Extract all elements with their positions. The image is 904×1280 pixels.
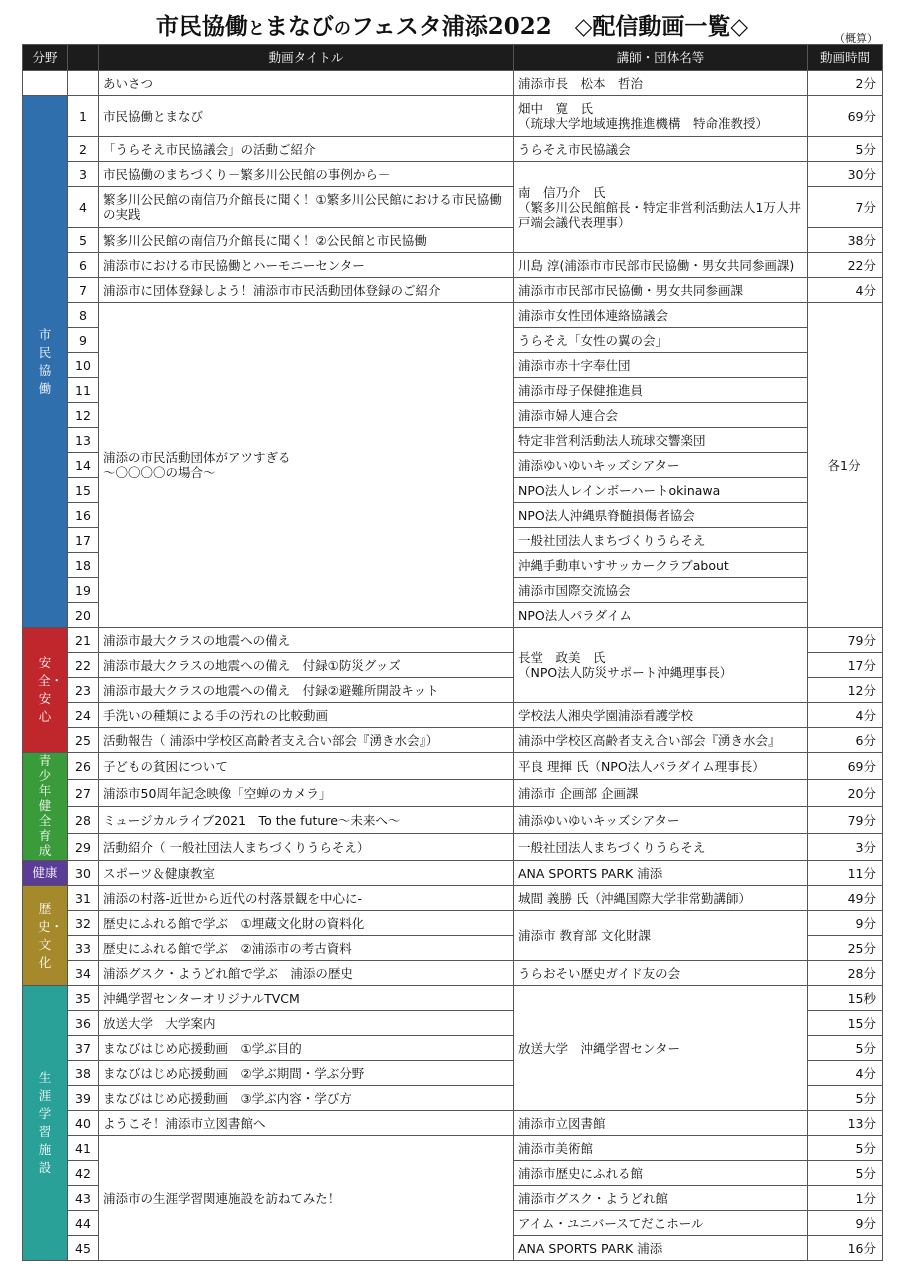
video-lecturer: 浦添ゆいゆいキッズシアター (514, 453, 808, 478)
video-no: 29 (68, 834, 99, 861)
video-title: 浦添市最大クラスの地震への備え (99, 628, 514, 653)
video-lecturer: 学校法人湘央学園浦添看護学校 (514, 703, 808, 728)
table-header-row (23, 45, 883, 71)
video-duration: 17分 (808, 653, 883, 678)
category-empty (23, 71, 68, 96)
video-no: 5 (68, 228, 99, 253)
table-row (23, 753, 883, 780)
video-lecturer: 沖縄手動車いすサッカークラブabout (514, 553, 808, 578)
video-no: 43 (68, 1186, 99, 1211)
video-title: あいさつ (99, 71, 514, 96)
video-lecturer: 浦添市市民部市民協働・男女共同参画課 (514, 278, 808, 303)
video-no: 23 (68, 678, 99, 703)
category-anzen: 安全・安心 (23, 628, 68, 753)
video-duration: 9分 (808, 1211, 883, 1236)
video-duration-group: 各1分 (808, 303, 883, 628)
video-title: 繁多川公民館の南信乃介館長に聞く！②公民館と市民協働 (99, 228, 514, 253)
table-row (23, 137, 883, 162)
video-duration: 15分 (808, 1011, 883, 1036)
video-title: ようこそ！浦添市立図書館へ (99, 1111, 514, 1136)
title-part-2: まなび (264, 13, 334, 40)
video-lecturer: アイム・ユニバースてだこホール (514, 1211, 808, 1236)
video-title: 活動紹介（ 一般社団法人まちづくりうらそえ） (99, 834, 514, 861)
video-title: 歴史にふれる館で学ぶ ①埋蔵文化財の資料化 (99, 911, 514, 936)
title-connector: と (247, 19, 265, 39)
video-no (68, 71, 99, 96)
video-lecturer: 川島 淳(浦添市市民部市民協働・男女共同参画課) (514, 253, 808, 278)
table-row (23, 96, 883, 137)
video-duration: 6分 (808, 728, 883, 753)
video-title: まなびはじめ応援動画 ①学ぶ目的 (99, 1036, 514, 1061)
video-list-table (22, 44, 883, 1261)
header-no (68, 45, 99, 71)
video-no: 18 (68, 553, 99, 578)
video-lecturer: 一般社団法人まちづくりうらそえ (514, 834, 808, 861)
video-no: 40 (68, 1111, 99, 1136)
video-duration: 38分 (808, 228, 883, 253)
category-seishonen: 青少年健全育成 (23, 753, 68, 861)
video-lecturer: 浦添市歴史にふれる館 (514, 1161, 808, 1186)
table-row (23, 834, 883, 861)
video-lecturer: うらそえ市民協議会 (514, 137, 808, 162)
video-no: 44 (68, 1211, 99, 1236)
video-duration: 4分 (808, 278, 883, 303)
estimate-note: （概算） (834, 32, 878, 45)
table-row (23, 628, 883, 653)
video-title: 子どもの貧困について (99, 753, 514, 780)
table-row (23, 703, 883, 728)
video-duration: 3分 (808, 834, 883, 861)
video-lecturer: 浦添市グスク・ようどれ館 (514, 1186, 808, 1211)
video-lecturer: うらそえ「女性の翼の会」 (514, 328, 808, 353)
video-title: 「うらそえ市民協議会」の活動ご紹介 (99, 137, 514, 162)
video-duration: 9分 (808, 911, 883, 936)
table-row (23, 1111, 883, 1136)
video-title: 浦添市最大クラスの地震への備え 付録②避難所開設キット (99, 678, 514, 703)
video-no: 34 (68, 961, 99, 986)
video-duration: 22分 (808, 253, 883, 278)
video-lecturer: NPO法人沖縄県脊髄損傷者協会 (514, 503, 808, 528)
video-duration: 2分 (808, 71, 883, 96)
video-title: 浦添市の生涯学習関連施設を訪ねてみた！ (99, 1136, 514, 1261)
header-title: 動画タイトル (99, 45, 514, 71)
video-title: まなびはじめ応援動画 ③学ぶ内容・学び方 (99, 1086, 514, 1111)
video-title: 浦添市における市民協働とハーモニーセンター (99, 253, 514, 278)
table-row (23, 986, 883, 1011)
video-no: 28 (68, 807, 99, 834)
video-duration: 12分 (808, 678, 883, 703)
video-duration: 28分 (808, 961, 883, 986)
video-lecturer: 浦添市立図書館 (514, 1111, 808, 1136)
video-lecturer: 浦添市女性団体連絡協議会 (514, 303, 808, 328)
video-lecturer-minami: 南 信乃介 氏 （繁多川公民館館長・特定非営利活動法人1万人井戸端会議代表理事） (514, 162, 808, 253)
video-lecturer-nagado: 長堂 政美 氏 （NPO法人防災サポート沖縄理事長） (514, 628, 808, 703)
video-duration: 5分 (808, 1161, 883, 1186)
video-no: 27 (68, 780, 99, 807)
page-title (0, 8, 904, 41)
video-no: 1 (68, 96, 99, 137)
video-no: 4 (68, 187, 99, 228)
table-row (23, 780, 883, 807)
video-no: 11 (68, 378, 99, 403)
video-title: 放送大学 大学案内 (99, 1011, 514, 1036)
video-duration: 5分 (808, 1086, 883, 1111)
table-row (23, 911, 883, 936)
video-title: 手洗いの種類による手の汚れの比較動画 (99, 703, 514, 728)
video-lecturer: 城間 義勝 氏（沖縄国際大学非常勤講師） (514, 886, 808, 911)
video-no: 22 (68, 653, 99, 678)
video-title: 浦添グスク・ようどれ館で学ぶ 浦添の歴史 (99, 961, 514, 986)
table-row (23, 278, 883, 303)
title-particle: の (333, 19, 351, 39)
video-no: 25 (68, 728, 99, 753)
video-lecturer: 浦添市長 松本 哲治 (514, 71, 808, 96)
header-duration: 動画時間 (808, 45, 883, 71)
video-no: 13 (68, 428, 99, 453)
video-duration: 5分 (808, 137, 883, 162)
video-no: 19 (68, 578, 99, 603)
video-title: スポーツ＆健康教室 (99, 861, 514, 886)
video-no: 3 (68, 162, 99, 187)
table-row (23, 303, 883, 328)
video-duration: 79分 (808, 807, 883, 834)
video-no: 20 (68, 603, 99, 628)
video-title: 市民協働のまちづくり－繁多川公民館の事例から－ (99, 162, 514, 187)
video-title: 繁多川公民館の南信乃介館長に聞く！①繁多川公民館における市民協働の実践 (99, 187, 514, 228)
table-row (23, 886, 883, 911)
video-no: 41 (68, 1136, 99, 1161)
video-no: 30 (68, 861, 99, 886)
video-no: 7 (68, 278, 99, 303)
video-lecturer: 浦添市美術館 (514, 1136, 808, 1161)
video-no: 24 (68, 703, 99, 728)
video-duration: 49分 (808, 886, 883, 911)
video-lecturer: 浦添市婦人連合会 (514, 403, 808, 428)
video-title: 浦添市最大クラスの地震への備え 付録①防災グッズ (99, 653, 514, 678)
video-lecturer: 放送大学 沖縄学習センター (514, 986, 808, 1111)
table-row (23, 1136, 883, 1161)
video-duration: 11分 (808, 861, 883, 886)
video-no: 12 (68, 403, 99, 428)
category-shimin: 市民協働 (23, 96, 68, 628)
video-no: 9 (68, 328, 99, 353)
video-no: 32 (68, 911, 99, 936)
table-row (23, 861, 883, 886)
table-row (23, 162, 883, 187)
video-lecturer: 浦添市母子保健推進員 (514, 378, 808, 403)
video-title: 浦添の村落-近世から近代の村落景観を中心に- (99, 886, 514, 911)
video-no: 14 (68, 453, 99, 478)
video-duration: 16分 (808, 1236, 883, 1261)
category-rekishi: 歴史・文化 (23, 886, 68, 986)
video-lecturer: 一般社団法人まちづくりうらそえ (514, 528, 808, 553)
video-duration: 5分 (808, 1036, 883, 1061)
video-title: 活動報告（ 浦添中学校区高齢者支え合い部会『湧き水会』） (99, 728, 514, 753)
video-duration: 79分 (808, 628, 883, 653)
video-lecturer: うらおそい歴史ガイド友の会 (514, 961, 808, 986)
video-lecturer: ANA SPORTS PARK 浦添 (514, 1236, 808, 1261)
video-duration: 1分 (808, 1186, 883, 1211)
video-duration: 69分 (808, 96, 883, 137)
table-row (23, 728, 883, 753)
video-no: 26 (68, 753, 99, 780)
table-row (23, 253, 883, 278)
video-title: 浦添市50周年記念映像「空蝉のカメラ」 (99, 780, 514, 807)
video-lecturer: 浦添市国際交流協会 (514, 578, 808, 603)
video-no: 31 (68, 886, 99, 911)
video-title: 沖縄学習センターオリジナルTVCM (99, 986, 514, 1011)
video-duration: 13分 (808, 1111, 883, 1136)
table-row (23, 71, 883, 96)
video-lecturer: ANA SPORTS PARK 浦添 (514, 861, 808, 886)
video-lecturer: 浦添市 教育部 文化財課 (514, 911, 808, 961)
video-duration: 25分 (808, 936, 883, 961)
header-category: 分野 (23, 45, 68, 71)
video-no: 37 (68, 1036, 99, 1061)
video-no: 33 (68, 936, 99, 961)
video-no: 39 (68, 1086, 99, 1111)
video-duration: 30分 (808, 162, 883, 187)
video-lecturer: NPO法人レインボーハートokinawa (514, 478, 808, 503)
video-no: 45 (68, 1236, 99, 1261)
video-title: 歴史にふれる館で学ぶ ②浦添市の考古資料 (99, 936, 514, 961)
video-lecturer: 浦添ゆいゆいキッズシアター (514, 807, 808, 834)
video-lecturer: NPO法人パラダイム (514, 603, 808, 628)
table-row (23, 807, 883, 834)
video-no: 8 (68, 303, 99, 328)
video-no: 10 (68, 353, 99, 378)
video-title-group: 浦添の市民活動団体がアツすぎる ～〇〇〇〇の場合～ (99, 303, 514, 628)
video-lecturer: 畑中 寛 氏 （琉球大学地域連携推進機構 特命准教授） (514, 96, 808, 137)
video-title: ミュージカルライブ2021 To the future～未来へ～ (99, 807, 514, 834)
video-no: 16 (68, 503, 99, 528)
video-duration: 69分 (808, 753, 883, 780)
header-lecturer: 講師・団体名等 (514, 45, 808, 71)
video-lecturer: 浦添市赤十字奉仕団 (514, 353, 808, 378)
video-duration: 15秒 (808, 986, 883, 1011)
video-no: 36 (68, 1011, 99, 1036)
video-lecturer: 平良 理揮 氏（NPO法人パラダイム理事長） (514, 753, 808, 780)
video-duration: 4分 (808, 703, 883, 728)
video-no: 15 (68, 478, 99, 503)
video-title: 市民協働とまなび (99, 96, 514, 137)
video-no: 2 (68, 137, 99, 162)
video-no: 17 (68, 528, 99, 553)
title-part-1: 市民協働 (155, 13, 248, 40)
video-lecturer: 浦添市 企画部 企画課 (514, 780, 808, 807)
video-no: 6 (68, 253, 99, 278)
category-shogai: 生涯学習施設 (23, 986, 68, 1261)
video-duration: 7分 (808, 187, 883, 228)
video-no: 38 (68, 1061, 99, 1086)
video-no: 42 (68, 1161, 99, 1186)
video-title: 浦添市に団体登録しよう！浦添市市民活動団体登録のご紹介 (99, 278, 514, 303)
video-duration: 4分 (808, 1061, 883, 1086)
video-lecturer: 浦添中学校区高齢者支え合い部会『湧き水会』 (514, 728, 808, 753)
video-duration: 5分 (808, 1136, 883, 1161)
title-part-3: フェスタ浦添2022 ◇配信動画一覧◇ (350, 13, 749, 40)
video-no: 35 (68, 986, 99, 1011)
table-row (23, 961, 883, 986)
category-kenko: 健康 (23, 861, 68, 886)
video-no: 21 (68, 628, 99, 653)
video-duration: 20分 (808, 780, 883, 807)
video-lecturer: 特定非営利活動法人琉球交響楽団 (514, 428, 808, 453)
video-title: まなびはじめ応援動画 ②学ぶ期間・学ぶ分野 (99, 1061, 514, 1086)
